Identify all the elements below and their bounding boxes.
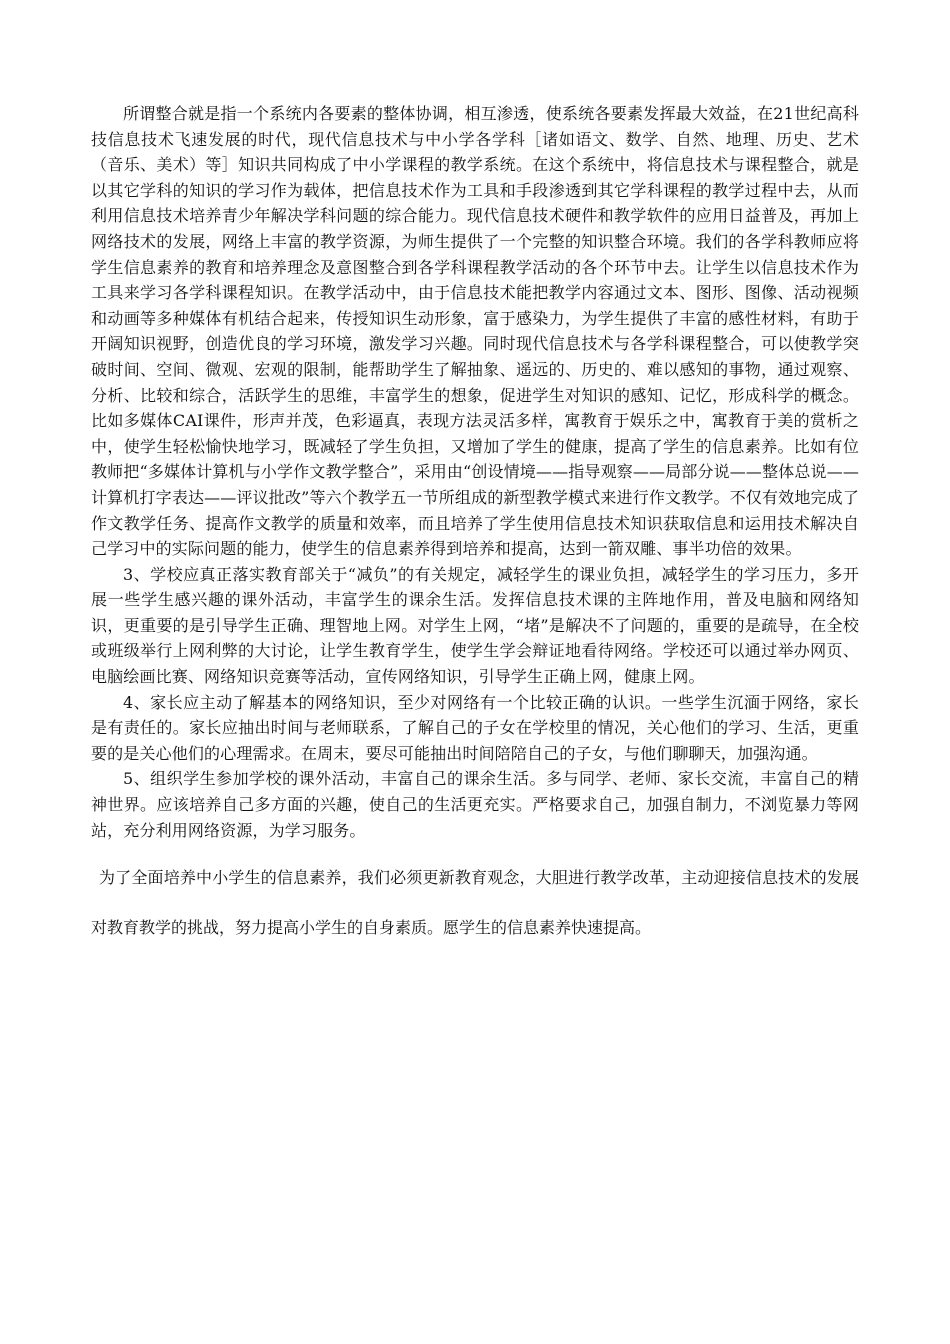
- paragraph-integration: 所谓整合就是指一个系统内各要素的整体协调，相互渗透，使系统各要素发挥最大效益，在21世纪高科技信息技术飞速发展的时代，现代信息技术与中小学各学科［诸如语文、数学、自然、地理、历史、艺术（音乐、美术）等］知识共同构成了中小学课程的教学系统。在这个系统中，将信息技术与课程整合，就是以其它学科的知识的学习作为载体，把信息技术作为工具和手段渗透到其它学科课程的教学过程中去，从而利用信息技术培养青少年解决学科问题的综合能力。现代信息技术硬件和教学软件的应用日益普及，再加上网络技术的发展，网络上丰富的教学资源，为师生提供了一个完整的知识整合环境。我们的各学科教师应将学生信息素养的教育和培养理念及意图整合到各学科课程教学活动的各个环节中去。让学生以信息技术作为工具来学习各学科课程知识。在教学活动中，由于信息技术能把教学内容通过文本、图形、图像、活动视频和动画等多种媒体有机结合起来，传授知识生动形象，富于感染力，为学生提供了丰富的感性材料，有助于开阔知识视野，创造优良的学习环境，激发学习兴趣。同时现代信息技术与各学科课程整合，可以使教学突破时间、空间、微观、宏观的限制，能帮助学生了解抽象、遥远的、历史的、难以感知的事物，通过观察、分析、比较和综合，活跃学生的思维，丰富学生的想象，促进学生对知识的感知、记忆，形成科学的概念。比如多媒体CAI课件，形声并茂，色彩逼真，表现方法灵活多样，寓教育于娱乐之中，寓教育于美的赏析之中，使学生轻松愉快地学习，既减轻了学生负担，又增加了学生的健康，提高了学生的信息素养。比如有位教师把“多媒体计算机与小学作文教学整合”，采用由“创设情境——指导观察——局部分说——整体总说——计算机打字表达——评议批改”等六个教学五一节所组成的新型教学模式来进行作文教学。不仅有效地完成了作文教学任务、提高作文教学的质量和效率，而且培养了学生使用信息技术知识获取信息和运用技术解决自己学习中的实际问题的能力，使学生的信息素养得到培养和提高，达到一箭双雕、事半功倍的效果。: [91, 104, 859, 559]
- paragraph-point-3: 3、学校应真正落实教育部关于“减负”的有关规定，减轻学生的课业负担，减轻学生的学习压力，多开展一些学生感兴趣的课外活动，丰富学生的课余生活。发挥信息技术课的主阵地作用，普及电脑和网络知识，更重要的是引导学生正确、理智地上网。对学生上网，“堵”是解决不了问题的，重要的是疏导，在全校或班级举行上网利弊的大讨论，让学生教育学生，使学生学会辩证地看待网络。学校还可以通过举办网页、电脑绘画比赛、网络知识竞赛等活动，宣传网络知识，引导学生正确上网，健康上网。: [91, 564, 859, 687]
- paragraph-closing: 为了全面培养中小学生的信息素养，我们必须更新教育观念，大胆进行教学改革，主动迎接信息技术的发展对教育教学的挑战，努力提高小学生的自身素质。愿学生的信息素养快速提高。: [91, 868, 859, 938]
- paragraph-point-5: 5、组织学生参加学校的课外活动，丰富自己的课余生活。多与同学、老师、家长交流，丰富自己的精神世界。应该培养自己多方面的兴趣，使自己的生活更充实。严格要求自己，加强自制力，不浏览暴力等网站，充分利用网络资源，为学习服务。: [91, 769, 859, 840]
- document-body: [91, 101, 859, 953]
- paragraph-point-4: 4、家长应主动了解基本的网络知识，至少对网络有一个比较正确的认识。一些学生沉湎于网络，家长是有责任的。家长应抽出时间与老师联系，了解自己的子女在学校里的情况，关心他们的学习、生活，更重要的是关心他们的心理需求。在周末，要尽可能抽出时间陪陪自己的子女，与他们聊聊天，加强沟通。: [91, 692, 859, 763]
